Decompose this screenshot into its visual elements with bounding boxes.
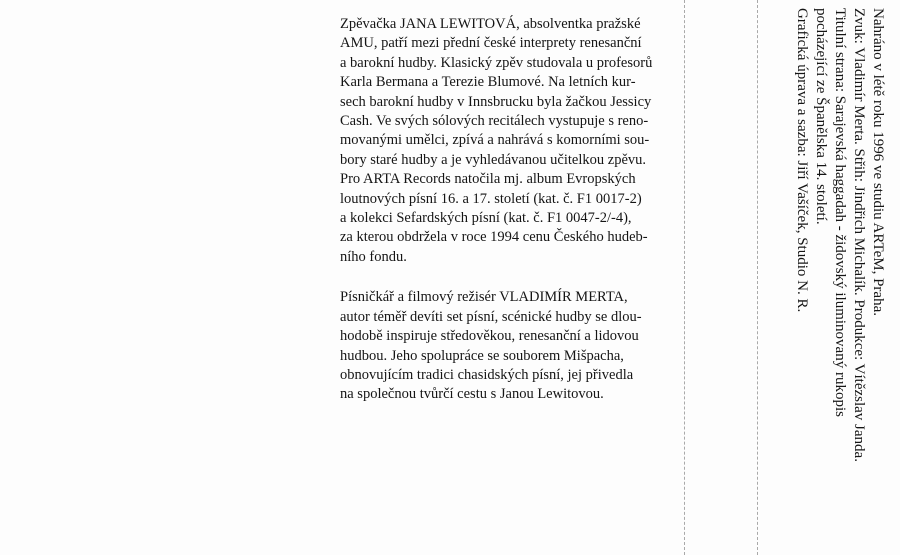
recording-credits [773,8,887,533]
bio-line: Cash. Ve svých sólových recitálech vystupuje s reno- [340,113,649,130]
biography-column [340,15,680,426]
bio-line: Karla Bermana a Terezie Blumové. Na letních kur- [340,74,636,91]
credits-line: Titulní strana: Sarajevská haggadah - židovský iluminovaný rukopis [832,8,848,417]
bio-line: na společnou tvůrčí cestu s Janou Lewitovou. [340,386,604,403]
bio-line: sech barokní hudby v Innsbrucku byla žačkou Jessicy [340,93,652,110]
bio-line: Pro ARTA Records natočila mj. album Evropských [340,171,636,188]
bio-line: movanými umělci, zpívá a nahrává s komorními sou- [340,132,650,149]
bio-line: hudbou. Jeho spolupráce se souborem Mišpacha, [340,347,624,364]
bio-line: loutnových písní 16. a 17. století (kat. č. F1 0017-2) [340,190,642,207]
bio-line: autor téměř devíti set písní, scénické hudby se dlou- [340,308,642,325]
bio-line: ního fondu. [340,248,407,265]
bio-line: hodobě inspiruje středověkou, renesanční a lidovou [340,328,639,345]
bio-line: a barokní hudby. Klasický zpěv studovala u profesorů [340,54,653,71]
credits-line: pocházející ze Španělska 14. století. [813,8,829,225]
bio-line: Písničkář a filmový režisér VLADIMÍR MERTA, [340,289,628,306]
fold-line [757,0,758,555]
bio-vladimir-merta [340,288,680,404]
bio-line: bory staré hudby a je vyhledávanou učitelkou zpěvu. [340,151,647,168]
fold-line [684,0,685,555]
credits-line: Grafická úprava a sazba: Jiří Vašíček, Studio N. R. [794,8,810,313]
bio-line: za kterou obdržela v roce 1994 cenu Českého hudeb- [340,229,648,246]
credits-line: Nahráno v létě roku 1996 ve studiu ARTeM, Praha. [870,8,886,316]
bio-line: Zpěvačka JANA LEWITOVÁ, absolventka pražské [340,16,641,32]
bio-line: AMU, patří mezi přední české interprety renesanční [340,35,642,52]
bio-line: a kolekci Sefardských písní (kat. č. F1 0047-2/-4), [340,210,632,227]
bio-line: obnovujícím tradici chasidských písní, jej přivedla [340,366,634,383]
bio-jana-lewitova [340,15,680,267]
credits-line: Zvuk: Vladimír Merta. Střih: Jindřich Michalík. Produkce: Vítězslav Janda. [851,8,867,462]
